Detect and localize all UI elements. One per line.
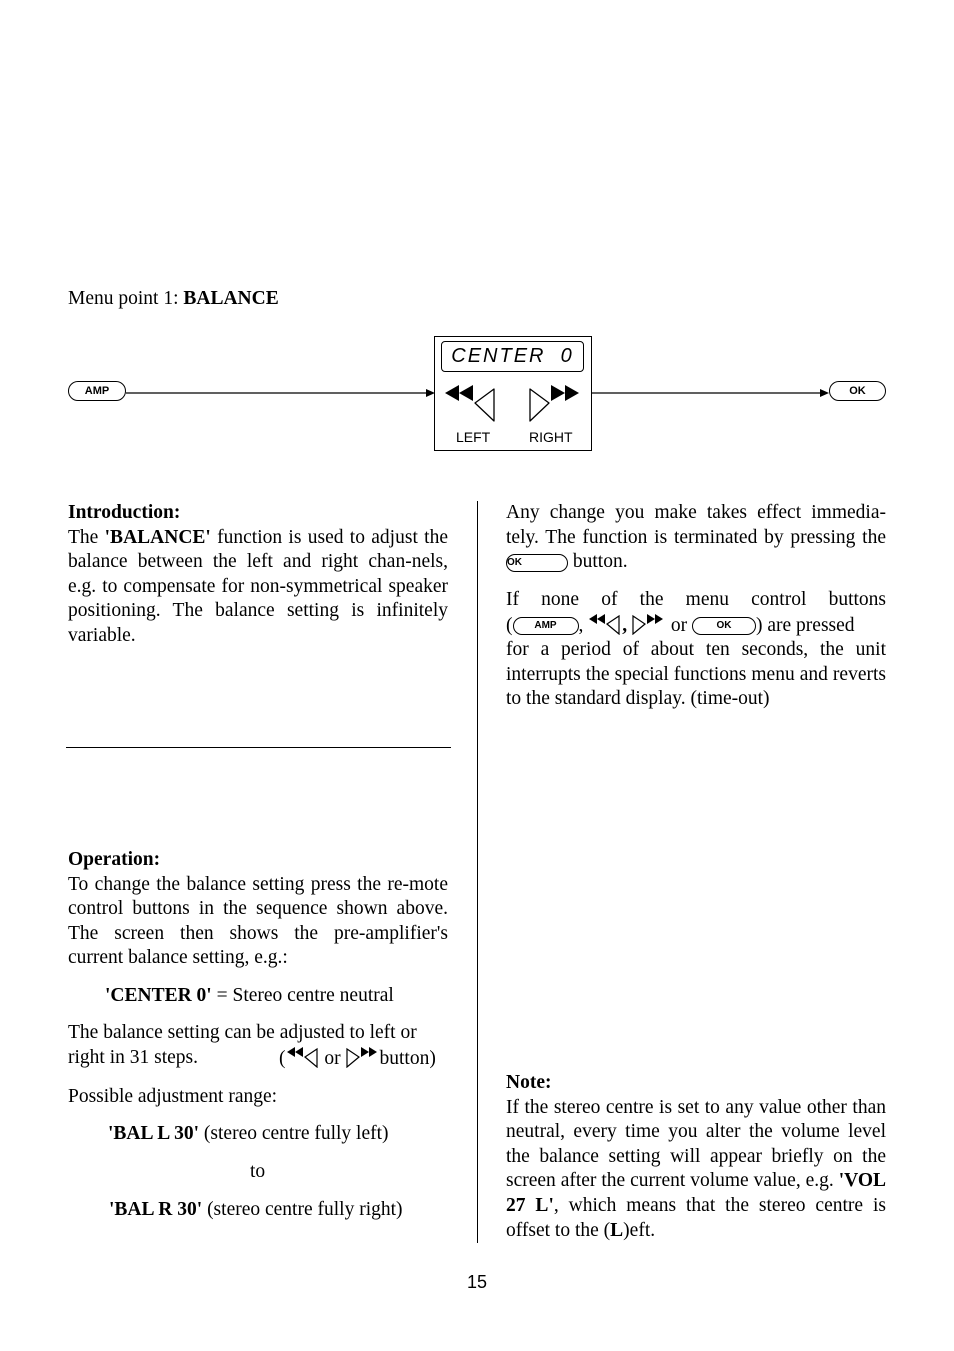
adjust-buttons-hint: ( or button) <box>279 1048 436 1069</box>
range-right: 'BAL R 30' (stereo centre fully right) <box>109 1199 403 1220</box>
introduction-section <box>68 501 448 649</box>
menu-diagram <box>0 330 954 460</box>
forward-right-icon <box>529 383 581 423</box>
range-left: 'BAL L 30' (stereo centre fully left) <box>108 1123 389 1144</box>
effect-paragraph: Any change you make takes effect immedia-tely. The function is terminated by pressing the OK button. <box>506 502 886 573</box>
range-to: to <box>250 1161 266 1182</box>
note-section <box>506 1071 886 1243</box>
amp-button <box>68 381 126 401</box>
flow-arrow-right-icon <box>126 387 436 399</box>
ok-button-label: OK <box>849 385 866 397</box>
lcd-display <box>441 341 584 372</box>
page-number: 15 <box>466 1272 488 1292</box>
left-label: LEFT <box>456 429 491 445</box>
ok-button-inline: OK <box>692 617 756 635</box>
rewind-left-icon <box>445 383 497 423</box>
lcd-text: CENTER 0 <box>451 345 574 367</box>
range-label: Possible adjustment range: <box>68 1086 278 1107</box>
ok-button-inline: OK <box>506 554 568 572</box>
operation-section <box>68 848 448 971</box>
amp-button-label: AMP <box>84 385 110 397</box>
section-divider <box>66 747 451 748</box>
section-heading <box>68 287 279 312</box>
ok-button <box>829 381 886 401</box>
example-centre: 'CENTER 0' = Stereo centre neutral <box>105 985 394 1006</box>
introduction-heading: Introduction: <box>68 502 181 523</box>
operation-text: To change the balance setting press the re-mote control buttons in the sequence shown above. The screen then shows the pre-amplifier's current balance setting, e.g.: <box>68 873 448 969</box>
introduction-text: The 'BALANCE' function is used to adjust the balance between the left and right chan-nels, e.g. to compensate for non-symmetrical speaker positioning. The balance setting is infinitely variable. <box>68 526 448 646</box>
adjust-text: The balance setting can be adjusted to left or <box>68 1022 417 1043</box>
heading-title: BALANCE <box>183 288 279 309</box>
rewind-left-icon <box>588 613 622 635</box>
heading-prefix: Menu point 1: <box>68 288 184 309</box>
column-divider <box>477 501 478 1243</box>
timeout-paragraph: If none of the menu control buttons ( AMP , , or OK ) are pressed for a period of about ten seconds, the unit interrupts the special functions menu and reverts to the standard display. (time-out) <box>506 589 886 710</box>
rewind-left-icon <box>286 1046 320 1068</box>
note-heading: Note: <box>506 1072 552 1093</box>
amp-button-inline: AMP <box>513 617 579 635</box>
note-text: If the stereo centre is set to any value other than neutral, every time you alter the volume level the balance setting will appear briefly on the screen after the current volume value, e.g. 'VOL 27 L', which means that the stereo centre is offset to the (L)eft. <box>506 1096 886 1241</box>
forward-right-icon <box>346 1046 380 1068</box>
adjust-steps: right in 31 steps. <box>68 1047 198 1068</box>
right-label: RIGHT <box>529 429 573 445</box>
forward-right-icon <box>632 613 666 635</box>
display-panel <box>434 336 592 451</box>
operation-heading: Operation: <box>68 849 161 870</box>
flow-arrow-right-icon <box>592 387 830 399</box>
